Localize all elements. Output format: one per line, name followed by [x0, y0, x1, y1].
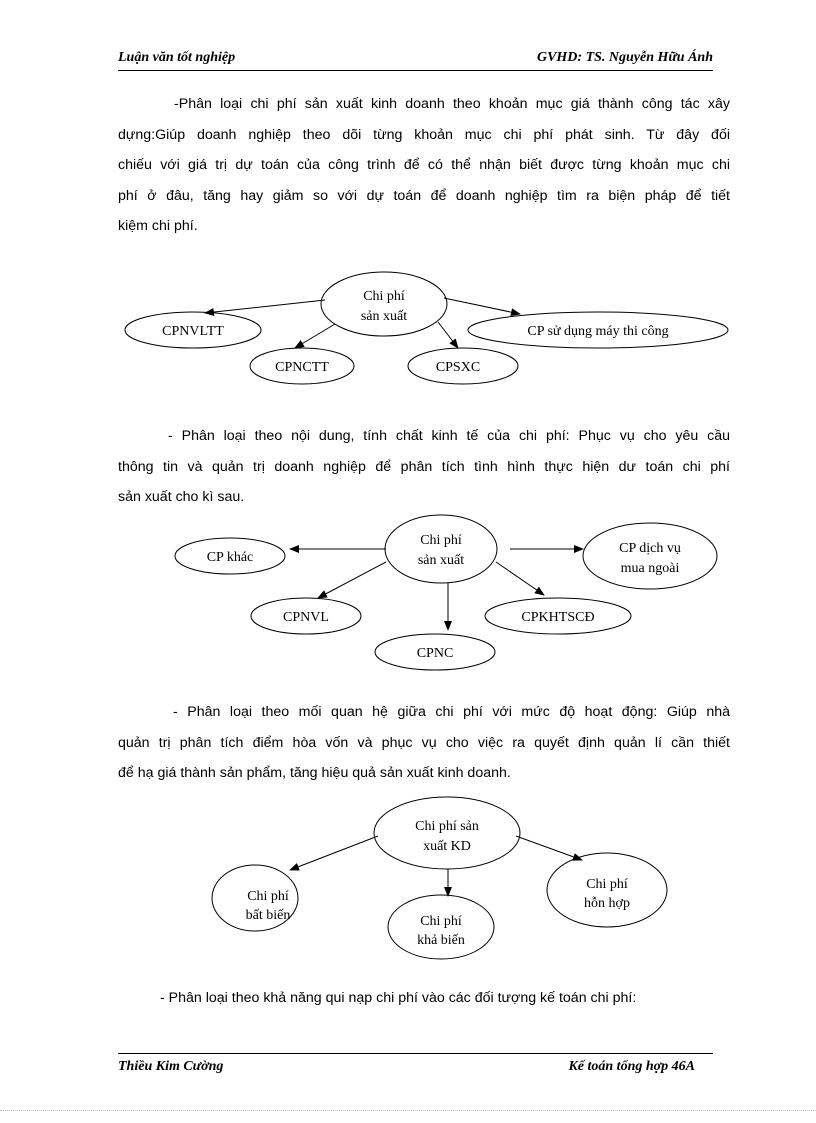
node-label: CP khác — [206, 550, 254, 565]
footer-class: Kế toán tổng hợp 46A — [568, 1059, 695, 1074]
page-edge — [0, 1110, 816, 1111]
arrow — [290, 836, 378, 870]
para-line: chiếu với giá trị dự toán của công trình để có thể nhận biết được từng khoản mục chi — [118, 157, 730, 173]
arrow — [516, 836, 582, 860]
node-label: bất biến — [245, 908, 291, 923]
para-line: phí ở đâu, tăng hay giảm so với dự toán để doanh nghiệp tìm ra biện pháp để tiết — [118, 187, 730, 204]
node-cp-dich-vu — [583, 523, 717, 589]
header-advisor: GVHD: TS. Nguyễn Hữu Ánh — [536, 50, 713, 65]
para-line: - Phân loại theo mối quan hệ giữa chi phí với mức độ hoạt động: Giúp nhà — [173, 704, 730, 720]
node-label: khả biến — [417, 933, 465, 948]
node-label: sản xuất — [417, 553, 465, 568]
node-label: Chi phí — [420, 914, 462, 929]
arrow — [496, 562, 544, 595]
node-label: Chi phí — [586, 877, 628, 892]
node-label: Chi phí sản — [415, 819, 479, 834]
node-label: Chi phí — [363, 289, 405, 304]
arrow — [318, 562, 386, 598]
node-center — [321, 272, 447, 336]
para-line: sản xuất cho kì sau. — [118, 489, 245, 505]
para-line: kiệm chi phí. — [118, 218, 198, 234]
node-label: sản xuất — [360, 309, 408, 324]
footer-author: Thiều Kim Cường — [118, 1059, 224, 1074]
node-center — [385, 515, 497, 583]
node-label: CPNCTT — [275, 360, 329, 375]
node-label: CPNVL — [283, 610, 329, 625]
node-label: xuất KD — [423, 839, 471, 854]
para-line: quản trị phân tích điểm hòa vốn và phục vụ cho việc ra quyết định quản lí cần thiết — [118, 734, 730, 751]
arrow — [444, 298, 520, 314]
footer-rule — [118, 1053, 713, 1054]
node-label: hỗn hợp — [584, 896, 630, 911]
node-label: Chi phí — [420, 533, 462, 548]
arrow — [205, 300, 325, 313]
node-label: CPSXC — [435, 360, 481, 375]
node-label: CP sử dụng máy thi công — [527, 324, 669, 339]
node-label: CPKHTSCĐ — [521, 610, 595, 625]
para-line: dựng:Giúp doanh nghiệp theo dõi từng khoản mục chi phí phát sinh. Từ đây đối — [118, 126, 730, 143]
para-line: - Phân loại theo khả năng qui nạp chi phí vào các đối tượng kế toán chi phí: — [160, 990, 637, 1006]
para-line: để hạ giá thành sản phẩm, tăng hiệu quả sản xuất kinh doanh. — [118, 765, 511, 781]
para-line: - Phân loại theo nội dung, tính chất kinh tế của chi phí: Phục vụ cho yêu cầu — [168, 428, 730, 444]
node-label: CPNC — [416, 646, 454, 661]
node-label: Chi phí — [247, 889, 289, 904]
node-label: mua ngoài — [620, 561, 680, 576]
para-line: thông tin và quản trị doanh nghiệp để phân tích tình hình thực hiện dư toán chi phí — [118, 458, 730, 475]
arrow — [295, 324, 335, 348]
arrow — [438, 322, 458, 348]
node-label: CP dịch vụ — [619, 541, 681, 556]
header-title: Luận văn tốt nghiệp — [118, 50, 236, 65]
node-label: CPNVLTT — [162, 324, 224, 339]
para-line: -Phân loại chi phí sản xuất kinh doanh theo khoản mục giá thành công tác xây — [174, 96, 730, 112]
